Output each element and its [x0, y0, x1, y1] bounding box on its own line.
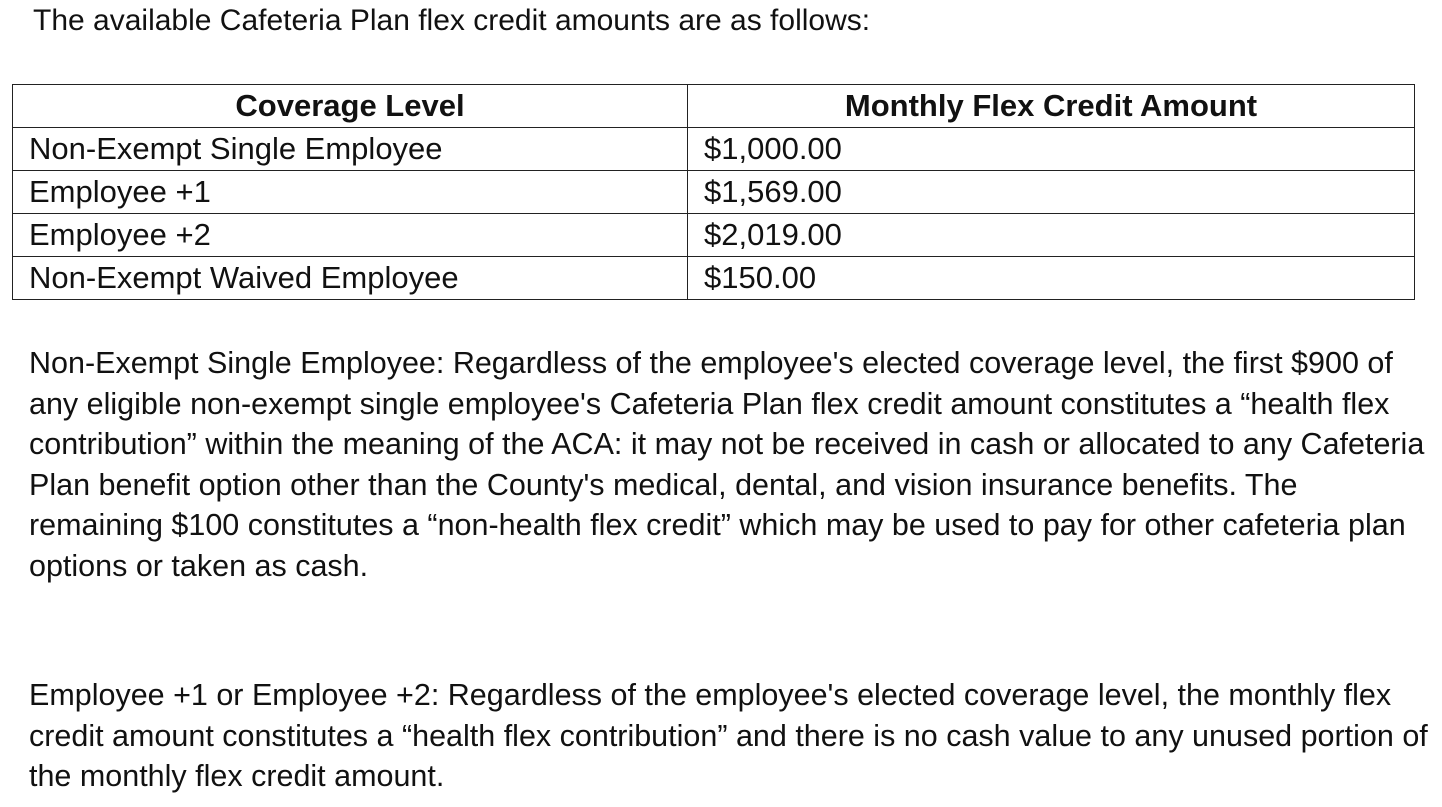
table-row — [13, 214, 1415, 257]
employee-plus-paragraph: Employee +1 or Employee +2: Regardless of the employee's elected coverage level, the monthly flex credit amount constitutes a “health flex contribution” and there is no cash value to any unused portion of the monthly flex credit amount. — [29, 678, 1428, 793]
coverage-level-cell: Employee +1 — [13, 171, 688, 214]
table-header-row — [13, 85, 1415, 128]
flex-credit-amount-cell: $1,569.00 — [688, 171, 1415, 214]
flex-credit-amount-cell: $150.00 — [688, 257, 1415, 300]
intro-text: The available Cafeteria Plan flex credit amounts are as follows: — [33, 4, 871, 37]
flex-credit-amount-cell: $1,000.00 — [688, 128, 1415, 171]
column-header-monthly-flex-credit: Monthly Flex Credit Amount — [688, 85, 1415, 128]
flex-credit-amount-cell: $2,019.00 — [688, 214, 1415, 257]
coverage-level-cell: Employee +2 — [13, 214, 688, 257]
column-header-coverage-level: Coverage Level — [13, 85, 688, 128]
coverage-level-cell: Non-Exempt Single Employee — [13, 128, 688, 171]
table-row — [13, 257, 1415, 300]
coverage-level-cell: Non-Exempt Waived Employee — [13, 257, 688, 300]
non-exempt-single-paragraph: Non-Exempt Single Employee: Regardless of the employee's elected coverage level, the first $900 of any eligible non-exempt single employee's Cafeteria Plan flex credit amount constitutes a “health flex contribution” within the meaning of the ACA: it may not be received in cash or allocated to any Cafeteria Plan benefit option other than the County's medical, dental, and vision insurance benefits. The remaining $100 constitutes a “non-health flex credit” which may be used to pay for other cafeteria plan options or taken as cash. — [29, 346, 1425, 583]
flex-credit-table — [12, 84, 1415, 300]
table-row — [13, 128, 1415, 171]
table-row — [13, 171, 1415, 214]
